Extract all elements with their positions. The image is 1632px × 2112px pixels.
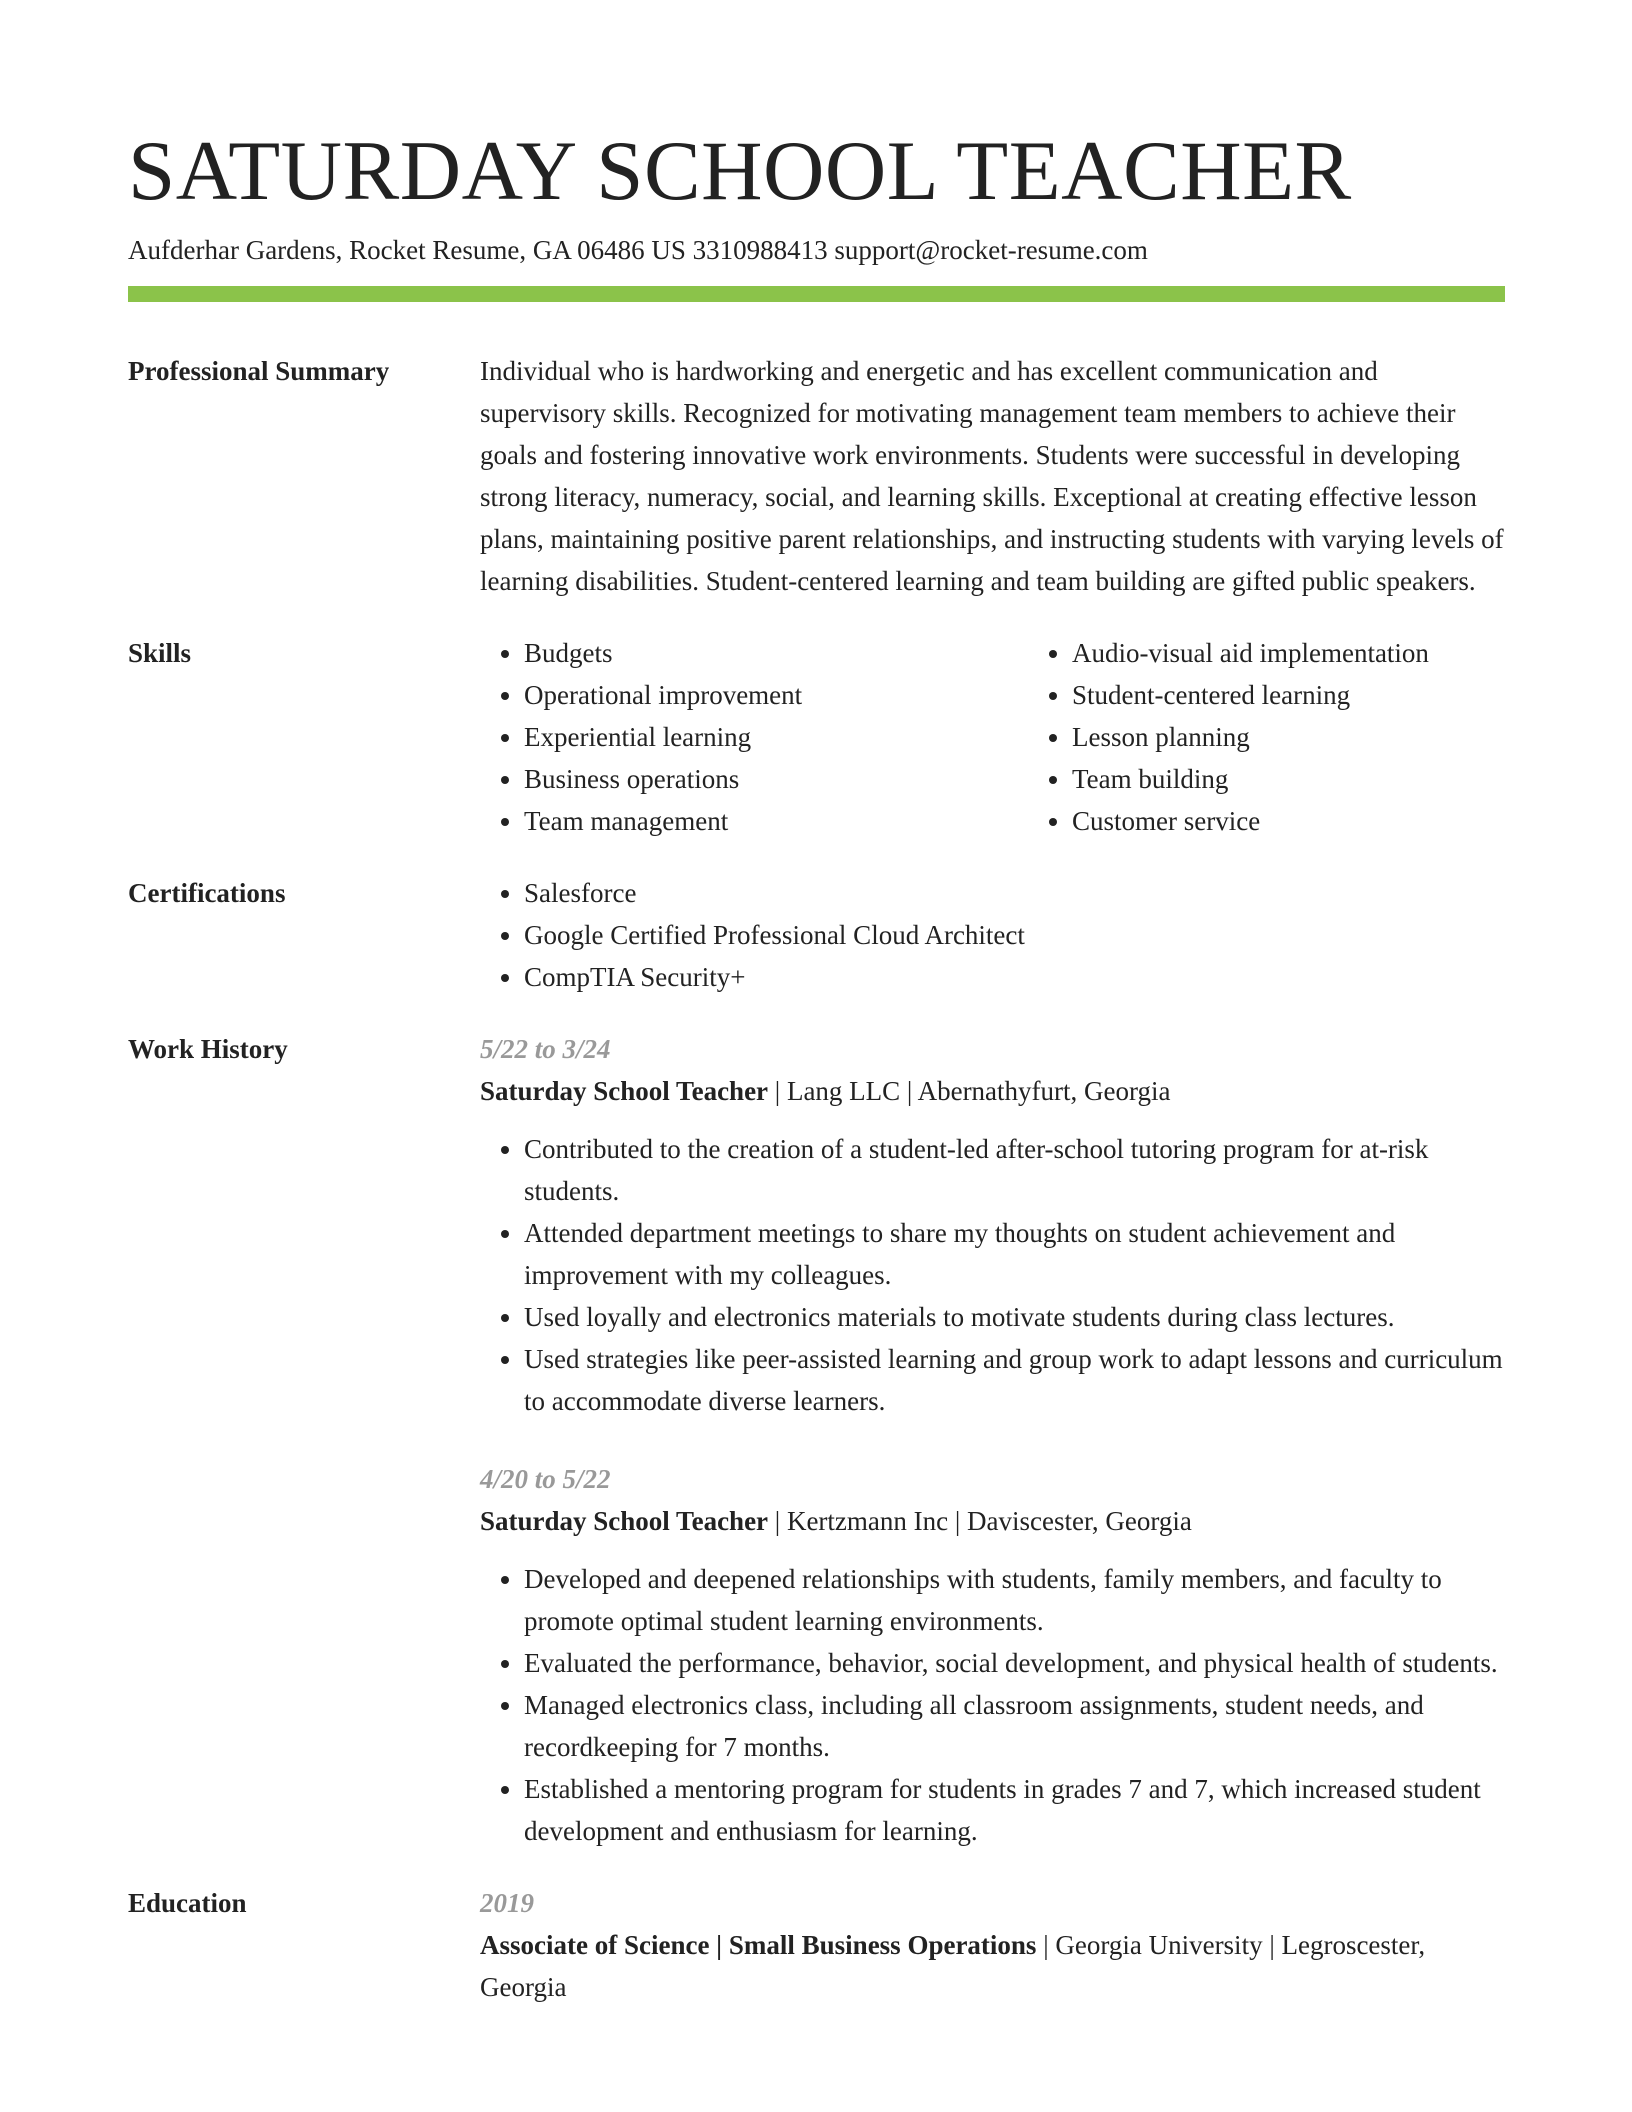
job-dates: 5/22 to 3/24 xyxy=(480,1034,611,1064)
skill-item: • Team building xyxy=(1072,758,1576,800)
job-bullet: • Contributed to the creation of a student-led after-school tutoring program for at-risk students. xyxy=(524,1128,1505,1212)
skills-list-right xyxy=(1028,632,1576,842)
job-role-line xyxy=(480,1070,1505,1112)
skill-item: • Business operations xyxy=(524,758,1028,800)
section-work-history xyxy=(128,1028,1505,1852)
section-certifications xyxy=(128,872,1505,998)
education-line xyxy=(480,1924,1505,2008)
resume-header xyxy=(128,118,1505,268)
section-summary xyxy=(128,350,1505,602)
section-title: Work History xyxy=(128,1034,288,1064)
skill-item: • Team management xyxy=(524,800,1028,842)
section-education xyxy=(128,1882,1505,2008)
skill-item: • Customer service xyxy=(1072,800,1576,842)
job-bullet: • Attended department meetings to share my thoughts on student achievement and improvement with my colleagues. xyxy=(524,1212,1505,1296)
education-year: 2019 xyxy=(480,1888,534,1918)
resume-sections xyxy=(128,350,1505,2038)
contact-line: Aufderhar Gardens, Rocket Resume, GA 06486 US 3310988413 support@rocket-resume.com xyxy=(128,235,1148,265)
certification-item: • Google Certified Professional Cloud Architect xyxy=(524,914,1505,956)
section-title: Professional Summary xyxy=(128,356,390,386)
skill-item: • Budgets xyxy=(524,632,1028,674)
job-dates: 4/20 to 5/22 xyxy=(480,1464,611,1494)
job-entry xyxy=(480,1028,1505,1422)
job-role: Saturday School Teacher xyxy=(480,1506,769,1536)
job-role: Saturday School Teacher xyxy=(480,1076,769,1106)
job-bullet: • Used strategies like peer-assisted learning and group work to adapt lessons and curriculum to accommodate diverse learners. xyxy=(524,1338,1505,1422)
skills-columns xyxy=(480,632,1576,842)
skill-item: • Operational improvement xyxy=(524,674,1028,716)
section-body xyxy=(480,1882,1505,2008)
education-degree: Associate of Science | Small Business Operations xyxy=(480,1930,1037,1960)
section-body xyxy=(480,872,1505,998)
skill-item: • Lesson planning xyxy=(1072,716,1576,758)
section-title: Education xyxy=(128,1888,247,1918)
job-bullet: • Developed and deepened relationships with students, family members, and faculty to promote optimal student learning environments. xyxy=(524,1558,1505,1642)
candidate-title: SATURDAY SCHOOL TEACHER xyxy=(128,124,1352,218)
skills-list-left xyxy=(480,632,1028,842)
section-body xyxy=(480,1028,1505,1852)
certification-item: • CompTIA Security+ xyxy=(524,956,1505,998)
job-entry xyxy=(480,1458,1505,1852)
skill-item: • Student-centered learning xyxy=(1072,674,1576,716)
job-bullet: • Established a mentoring program for students in grades 7 and 7, which increased student development and enthusiasm for learning. xyxy=(524,1768,1505,1852)
job-company-location: | Kertzmann Inc | Daviscester, Georgia xyxy=(768,1506,1192,1536)
education-school-location: | Georgia University | Legroscester, Georgia xyxy=(480,1930,1426,2002)
summary-text: Individual who is hardworking and energetic and has excellent communication and supervisory skills. Recognized for motivating management team members to achieve their goals and fostering innovative work environments. Students were successful in developing strong literacy, numeracy, social, and learning skills. Exceptional at creating effective lesson plans, maintaining positive parent relationships, and instructing students with varying levels of learning disabilities. Student-centered learning and team building are gifted public speakers. xyxy=(480,356,1504,596)
skill-item: • Experiential learning xyxy=(524,716,1028,758)
job-bullets xyxy=(480,1558,1505,1852)
job-bullets xyxy=(480,1128,1505,1422)
certification-item: • Salesforce xyxy=(524,872,1505,914)
accent-bar xyxy=(128,286,1505,302)
section-skills xyxy=(128,632,1505,842)
job-company-location: | Lang LLC | Abernathyfurt, Georgia xyxy=(768,1076,1171,1106)
job-role-line xyxy=(480,1500,1505,1542)
skill-item: • Audio-visual aid implementation xyxy=(1072,632,1576,674)
job-bullet: • Used loyally and electronics materials to motivate students during class lectures. xyxy=(524,1296,1505,1338)
section-body xyxy=(480,350,1505,602)
job-bullet: • Evaluated the performance, behavior, social development, and physical health of students. xyxy=(524,1642,1505,1684)
certifications-list xyxy=(480,872,1505,998)
section-title: Certifications xyxy=(128,878,286,908)
job-bullet: • Managed electronics class, including all classroom assignments, student needs, and recordkeeping for 7 months. xyxy=(524,1684,1505,1768)
section-title: Skills xyxy=(128,638,192,668)
